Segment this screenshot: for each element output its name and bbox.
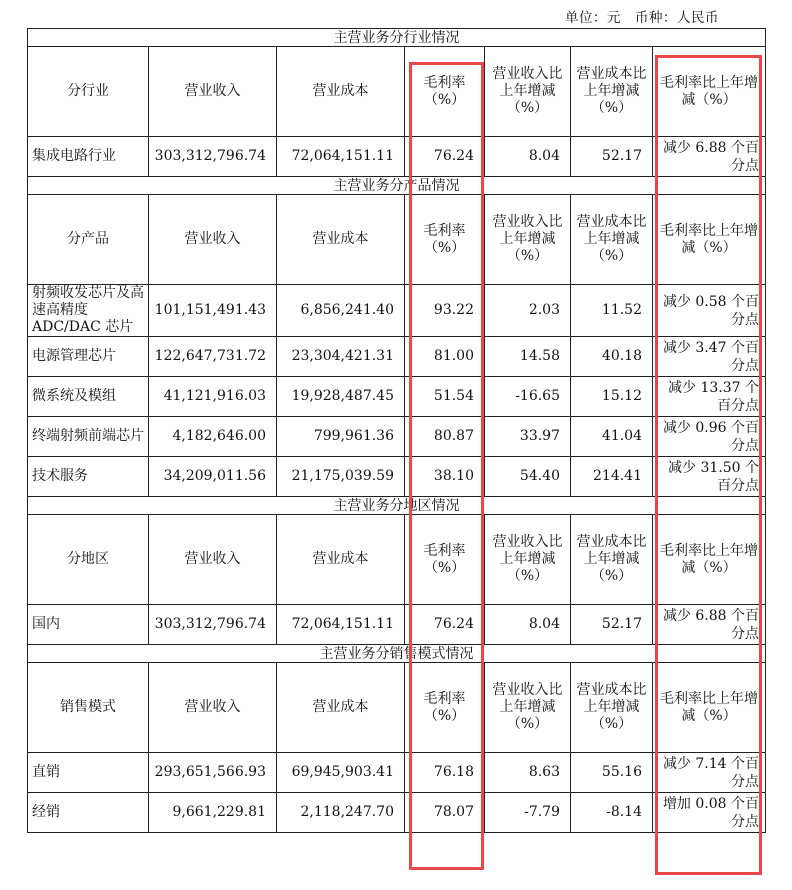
business-breakdown-table [27,28,766,833]
cell-cost-change: 214.41 [571,457,653,497]
cell-rev-change: 8.63 [485,753,571,793]
header-margin: 毛利率（%） [405,47,485,137]
cell-cost: 69,945,903.41 [277,753,405,793]
cell-revenue: 303,312,796.74 [149,605,277,645]
cell-name: 电源管理芯片 [28,337,149,377]
cell-rev-change: 8.04 [485,605,571,645]
header-rev-change: 营业收入比上年增减（%） [485,195,571,285]
table-row [28,377,766,417]
header-rev-change: 营业收入比上年增减（%） [485,515,571,605]
cell-rev-change: 33.97 [485,417,571,457]
cell-cost-change: 55.16 [571,753,653,793]
header-cost: 营业成本 [277,663,405,753]
header-revenue: 营业收入 [149,663,277,753]
table-row [28,137,766,177]
cell-revenue: 293,651,566.93 [149,753,277,793]
header-rev-change: 营业收入比上年增减（%） [485,663,571,753]
cell-rev-change: 2.03 [485,285,571,337]
table-row [28,457,766,497]
header-row [28,195,766,285]
cell-margin-change: 减少 31.50 个百分点 [653,457,766,497]
cell-margin-change: 减少 6.88 个百分点 [653,137,766,177]
cell-revenue: 34,209,011.56 [149,457,277,497]
table-row [28,793,766,833]
cell-revenue: 41,121,916.03 [149,377,277,417]
section-title: 主营业务分行业情况 [28,29,766,47]
cell-margin-change: 减少 0.96 个百分点 [653,417,766,457]
cell-rev-change: 8.04 [485,137,571,177]
header-margin: 毛利率（%） [405,663,485,753]
cell-revenue: 4,182,646.00 [149,417,277,457]
header-margin-change: 毛利率比上年增减（%） [653,663,766,753]
section-title: 主营业务分产品情况 [28,177,766,195]
section-title: 主营业务分地区情况 [28,497,766,515]
cell-cost: 21,175,039.59 [277,457,405,497]
header-margin-change: 毛利率比上年增减（%） [653,195,766,285]
header-margin: 毛利率（%） [405,195,485,285]
header-revenue: 营业收入 [149,47,277,137]
header-margin: 毛利率（%） [405,515,485,605]
cell-name: 终端射频前端芯片 [28,417,149,457]
cell-cost-change: 40.18 [571,337,653,377]
cell-revenue: 122,647,731.72 [149,337,277,377]
header-cost-change: 营业成本比上年增减（%） [571,663,653,753]
cell-name: 射频收发芯片及高速高精度ADC/DAC 芯片 [28,285,149,337]
cell-cost: 2,118,247.70 [277,793,405,833]
cell-name: 技术服务 [28,457,149,497]
table-row [28,753,766,793]
cell-margin-change: 减少 3.47 个百分点 [653,337,766,377]
header-row [28,663,766,753]
cell-rev-change: 14.58 [485,337,571,377]
cell-margin-change: 减少 7.14 个百分点 [653,753,766,793]
header-dimension: 销售模式 [28,663,149,753]
cell-cost: 19,928,487.45 [277,377,405,417]
table-row [28,285,766,337]
cell-margin: 38.10 [405,457,485,497]
cell-cost-change: -8.14 [571,793,653,833]
cell-margin: 81.00 [405,337,485,377]
cell-cost-change: 52.17 [571,605,653,645]
cell-cost: 72,064,151.11 [277,137,405,177]
cell-name: 国内 [28,605,149,645]
cell-rev-change: -7.79 [485,793,571,833]
cell-rev-change: 54.40 [485,457,571,497]
header-dimension: 分行业 [28,47,149,137]
header-margin-change: 毛利率比上年增减（%） [653,515,766,605]
cell-cost: 23,304,421.31 [277,337,405,377]
header-revenue: 营业收入 [149,195,277,285]
cell-margin-change: 增加 0.08 个百分点 [653,793,766,833]
cell-cost-change: 52.17 [571,137,653,177]
cell-cost: 799,961.36 [277,417,405,457]
header-cost-change: 营业成本比上年增减（%） [571,515,653,605]
cell-name: 直销 [28,753,149,793]
cell-cost-change: 15.12 [571,377,653,417]
cell-margin-change: 减少 13.37 个百分点 [653,377,766,417]
cell-rev-change: -16.65 [485,377,571,417]
table-row [28,417,766,457]
cell-margin: 76.24 [405,605,485,645]
cell-revenue: 9,661,229.81 [149,793,277,833]
cell-cost: 6,856,241.40 [277,285,405,337]
header-dimension: 分产品 [28,195,149,285]
section-title: 主营业务分销售模式情况 [28,645,766,663]
cell-revenue: 303,312,796.74 [149,137,277,177]
header-rev-change: 营业收入比上年增减（%） [485,47,571,137]
cell-margin: 76.24 [405,137,485,177]
header-margin-change: 毛利率比上年增减（%） [653,47,766,137]
header-cost-change: 营业成本比上年增减（%） [571,47,653,137]
cell-name: 经销 [28,793,149,833]
section-title-row [28,645,766,663]
table-row [28,337,766,377]
unit-currency-note: 单位：元 币种：人民币 [565,10,719,26]
header-row [28,47,766,137]
cell-margin-change: 减少 0.58 个百分点 [653,285,766,337]
cell-name: 集成电路行业 [28,137,149,177]
header-dimension: 分地区 [28,515,149,605]
header-cost: 营业成本 [277,195,405,285]
cell-cost-change: 11.52 [571,285,653,337]
cell-margin-change: 减少 6.88 个百分点 [653,605,766,645]
cell-revenue: 101,151,491.43 [149,285,277,337]
cell-cost-change: 41.04 [571,417,653,457]
section-title-row [28,497,766,515]
cell-margin: 93.22 [405,285,485,337]
section-title-row [28,29,766,47]
cell-name: 微系统及模组 [28,377,149,417]
section-title-row [28,177,766,195]
cell-margin: 76.18 [405,753,485,793]
cell-margin: 80.87 [405,417,485,457]
cell-margin: 78.07 [405,793,485,833]
header-cost: 营业成本 [277,515,405,605]
header-cost-change: 营业成本比上年增减（%） [571,195,653,285]
cell-cost: 72,064,151.11 [277,605,405,645]
header-row [28,515,766,605]
header-cost: 营业成本 [277,47,405,137]
cell-margin: 51.54 [405,377,485,417]
table-row [28,605,766,645]
header-revenue: 营业收入 [149,515,277,605]
